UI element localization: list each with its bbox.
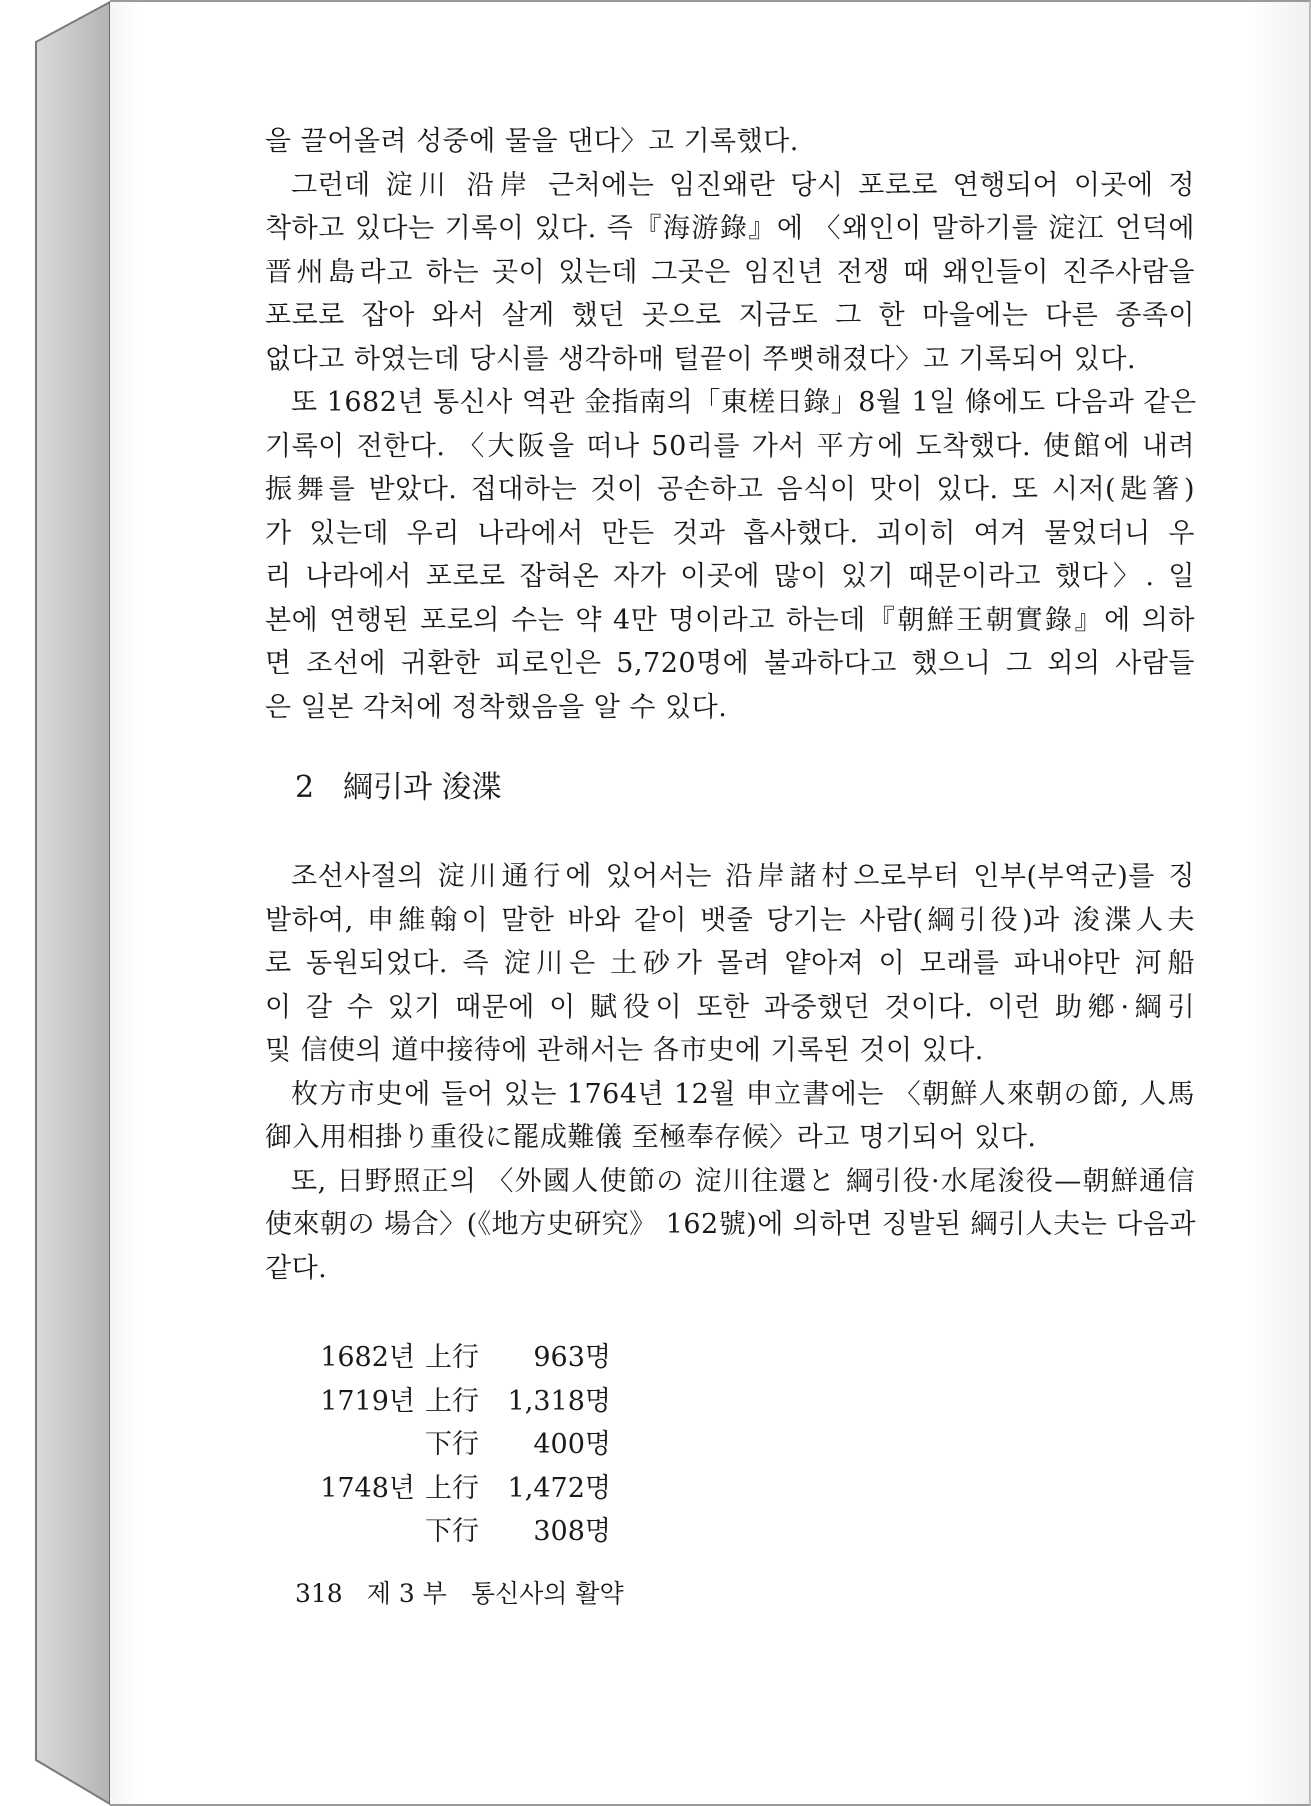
direction-cell: 下行 [425, 1429, 479, 1460]
table-row [320, 1336, 611, 1380]
section-title: 綱引과 浚渫 [343, 770, 502, 805]
conscription-table [320, 1336, 611, 1554]
direction-cell: 下行 [425, 1516, 479, 1547]
text-line: 같다. [265, 1252, 328, 1284]
paragraph-4 [265, 855, 1195, 1073]
year-cell: 1719년 [320, 1385, 415, 1417]
page-content [265, 120, 1195, 1614]
text-line: 枚方市史에 들어 있는 1764년 12월 申立書에는 〈朝鮮人來朝の節, 人馬 [291, 1078, 1195, 1110]
text-line: 포로로 잡아 와서 살게 했던 곳으로 지금도 그 한 마을에는 다른 종족이 [265, 300, 1195, 331]
paragraph-5 [265, 1073, 1195, 1160]
text-line: 없다고 하였는데 당시를 생각하매 털끝이 쭈뼛해졌다〉고 기록되어 있다. [265, 343, 1137, 375]
text-line: 리 나라에서 포로로 잡혀온 자가 이곳에 많이 있기 때문이라고 했다〉. 일 [265, 561, 1195, 592]
page-footer [295, 1574, 1195, 1614]
paragraph-3 [265, 381, 1195, 729]
text-line: 착하고 있다는 기록이 있다. 즉『海游錄』에 〈왜인이 말하기를 淀江 언덕에 [265, 213, 1195, 244]
year-cell: 1748년 [320, 1472, 415, 1504]
text-line: 그런데 淀川 沿岸 근처에는 임진왜란 당시 포로로 연행되어 이곳에 정 [291, 169, 1195, 201]
year-cell [320, 1510, 425, 1554]
text-line: 발하여, 申維翰이 말한 바와 같이 뱃줄 당기는 사람(綱引役)과 浚渫人夫 [265, 904, 1195, 936]
count-cell: 400명 [533, 1429, 611, 1460]
direction-cell: 上行 [425, 1342, 479, 1373]
text-line: 가 있는데 우리 나라에서 만든 것과 흡사했다. 괴이히 여겨 물었더니 우 [265, 517, 1195, 549]
section-heading [265, 765, 1195, 811]
text-line: 본에 연행된 포로의 수는 약 4만 명이라고 하는데『朝鮮王朝實錄』에 의하 [265, 604, 1195, 636]
page-number: 318 [295, 1578, 343, 1608]
text-line: 또 1682년 통신사 역관 金指南의「東槎日錄」8월 1일 條에도 다음과 같은 [291, 387, 1197, 418]
text-line: 을 끌어올려 성중에 물을 댄다〉고 기록했다. [265, 126, 799, 157]
table-row [320, 1467, 611, 1511]
paragraph-1 [265, 120, 1195, 164]
table-row [320, 1380, 611, 1424]
text-line: 또, 日野照正의 〈外國人使節の 淀川往還と 綱引役·水尾浚役—朝鮮通信 [291, 1165, 1195, 1197]
text-line: 晋州島라고 하는 곳이 있는데 그곳은 임진년 전쟁 때 왜인들이 진주사람을 [265, 256, 1195, 288]
table-row [320, 1423, 611, 1467]
text-line: 御入用相掛り重役に罷成難儀 至極奉存候〉라고 명기되어 있다. [265, 1122, 1037, 1153]
table-row [320, 1510, 611, 1554]
text-line: 및 信使의 道中接待에 관해서는 各市史에 기록된 것이 있다. [265, 1035, 984, 1066]
count-cell: 1,318명 [507, 1385, 611, 1417]
count-cell: 1,472명 [507, 1472, 611, 1504]
section-number: 2 [295, 770, 315, 805]
paragraph-2 [265, 164, 1195, 382]
count-cell: 963명 [533, 1342, 611, 1373]
year-cell: 1682년 [320, 1342, 415, 1373]
text-line: 使來朝の 場合〉(《地方史硏究》 162號)에 의하면 징발된 綱引人夫는 다음과 [265, 1209, 1196, 1240]
book-spine [0, 0, 112, 1806]
text-line: 면 조선에 귀환한 피로인은 5,720명에 불과하다고 했으니 그 외의 사람들 [265, 648, 1195, 679]
text-line: 振舞를 받았다. 접대하는 것이 공손하고 음식이 맛이 있다. 또 시저(匙箸) [265, 474, 1195, 505]
text-line: 로 동원되었다. 즉 淀川은 土砂가 몰려 얕아져 이 모래를 파내야만 河船 [265, 948, 1195, 979]
text-line: 조선사절의 淀川通行에 있어서는 沿岸諸村으로부터 인부(부역군)를 징 [291, 861, 1195, 892]
year-cell [320, 1423, 425, 1467]
direction-cell: 上行 [425, 1385, 479, 1417]
paragraph-6 [265, 1160, 1195, 1291]
count-cell: 308명 [533, 1516, 611, 1547]
part-title: 통신사의 활약 [470, 1578, 624, 1608]
direction-cell: 上行 [425, 1472, 479, 1504]
text-line: 이 갈 수 있기 때문에 이 賦役이 또한 과중했던 것이다. 이런 助鄕·綱引 [265, 991, 1195, 1023]
part-label: 제 3 부 [366, 1578, 447, 1608]
text-line: 기록이 전한다. 〈大阪을 떠나 50리를 가서 平方에 도착했다. 使館에 내려 [265, 430, 1195, 462]
text-line: 은 일본 각처에 정착했음을 알 수 있다. [265, 691, 728, 723]
